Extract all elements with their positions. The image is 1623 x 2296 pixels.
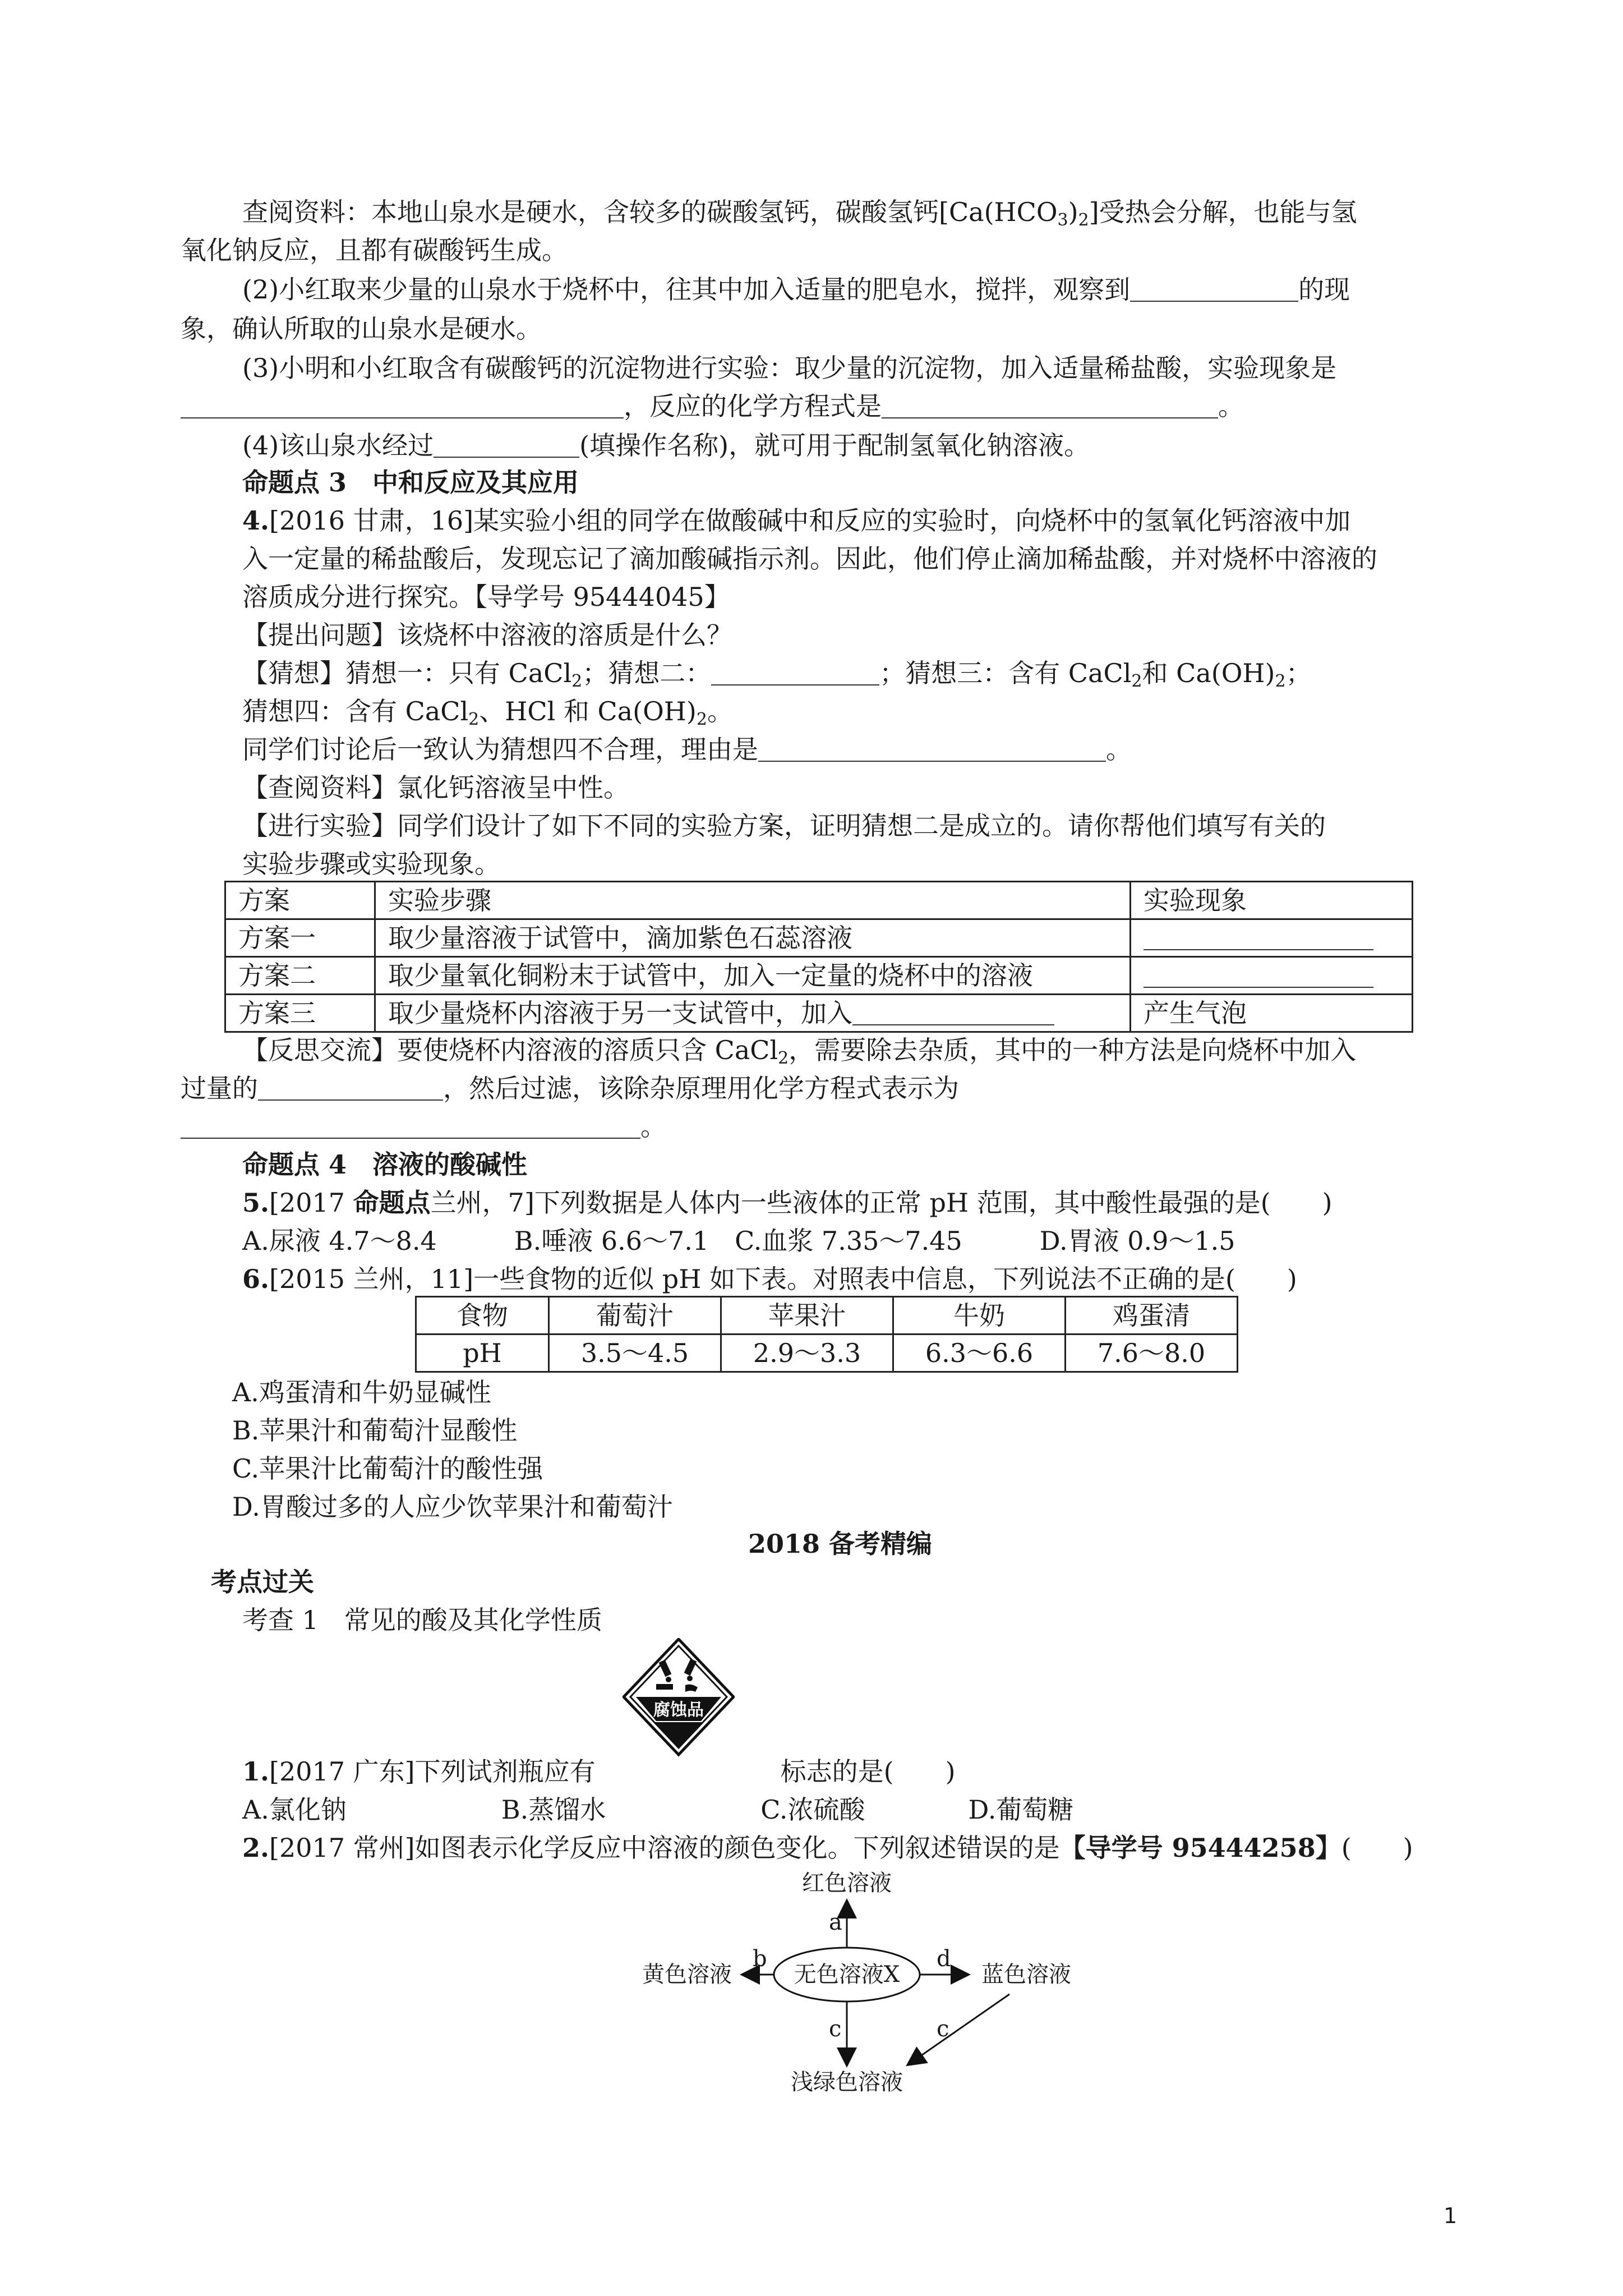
text-segment: 【反思交流】要使烧杯内溶液的溶质只含 CaCl	[242, 1035, 778, 1065]
subscript: 2	[1078, 210, 1089, 230]
question-number: 2.	[242, 1833, 270, 1863]
text-segment: [2017	[269, 1188, 353, 1218]
table-cell: 方案三	[225, 995, 375, 1032]
q4-line-2: 入一定量的稀盐酸后，发现忘记了滴加酸碱指示剂。因此，他们停止滴加稀盐酸，并对烧杯中溶液的	[242, 544, 1377, 574]
text-segment: (2)小红取来少量的山泉水于烧杯中，往其中加入适量的肥皂水，搅拌，观察到	[242, 274, 1131, 305]
arrow-label: b	[753, 1946, 767, 1972]
sign-label: 腐蚀品	[653, 1700, 704, 1720]
question-2-line-2: 象，确认所取的山泉水是硬水。	[181, 314, 542, 344]
q5-stem	[242, 1186, 1332, 1220]
question-number: 1.	[242, 1756, 270, 1787]
text-segment: [2015 兰州，11]一些食物的近似 pH 如下表。对照表中信息，下列说法不正确的是( )	[269, 1264, 1297, 1294]
subscript: 3	[1057, 210, 1068, 230]
text-segment: 。	[707, 696, 733, 726]
text-segment: ；	[1285, 658, 1312, 688]
table-header-cell: 实验现象	[1131, 882, 1413, 919]
q4-question: 【提出问题】该烧杯中溶液的溶质是什么？	[242, 620, 732, 650]
text-segment: 。	[1106, 734, 1132, 765]
table-cell: 牛奶	[893, 1297, 1066, 1335]
text-segment: [2016 甘肃，16]某实验小组的同学在做酸碱中和反应的实验时，向烧杯中的氢氧化钙溶液中加	[269, 505, 1351, 536]
section-title: 2018 备考精编	[748, 1529, 933, 1559]
q4-line-1	[242, 504, 1350, 537]
reference-info-line	[242, 195, 1357, 229]
text-segment: 命题点	[353, 1188, 431, 1218]
table-cell: 鸡蛋清	[1066, 1297, 1238, 1335]
topic-heading-4: 命题点 4 溶液的酸碱性	[242, 1149, 528, 1180]
answer-blank[interactable]	[852, 999, 1054, 1025]
text-segment: )	[1068, 197, 1078, 227]
table-row	[225, 957, 1413, 995]
subsection-title: 考点过关	[211, 1567, 314, 1597]
table-row	[225, 882, 1413, 919]
text-segment: ；猜想二：	[582, 658, 712, 688]
answer-blank[interactable]	[181, 392, 624, 418]
experiment-table	[224, 881, 1413, 1033]
table-cell: 7.6～8.0	[1066, 1335, 1238, 1372]
question-3-line: (3)小明和小红取含有碳酸钙的沉淀物进行实验：取少量的沉淀物，加入适量稀盐酸，实验现象是	[242, 353, 1337, 383]
question-3-line-2	[181, 389, 1244, 423]
question-number: 6.	[242, 1264, 270, 1294]
text-segment: 过量的	[181, 1073, 258, 1103]
q2-stem	[242, 1831, 1413, 1865]
text-segment: 查阅资料：本地山泉水是硬水，含较多的碳酸氢钙，碳酸氢钙[Ca(HCO	[242, 197, 1058, 227]
diagram-node-left: 黄色溶液	[642, 1962, 732, 1987]
q1-options: A.氯化钠 B.蒸馏水 C.浓硫酸 D.葡萄糖	[242, 1795, 1074, 1825]
table-cell: 2.9～3.3	[721, 1335, 893, 1372]
answer-blank[interactable]	[711, 659, 879, 685]
text-segment: (4)该山泉水经过	[242, 430, 434, 461]
text-segment: 标志的是( )	[780, 1756, 956, 1787]
text-segment: ]受热会分解，也能与氢	[1089, 197, 1357, 227]
table-row	[225, 919, 1413, 957]
reference-info-line-2: 氧化钠反应，且都有碳酸钙生成。	[181, 235, 568, 265]
text-segment: 兰州，7]下列数据是人体内一些液体的正常 pH 范围，其中酸性最强的是( )	[430, 1188, 1332, 1218]
table-header-cell: pH	[416, 1335, 549, 1372]
q4-line-3: 溶质成分进行探究。【导学号 95444045】	[242, 582, 730, 612]
ph-table	[415, 1296, 1238, 1373]
q4-reference: 【查阅资料】氯化钙溶液呈中性。	[242, 772, 629, 803]
text-segment: 【导学号 95444258】	[1059, 1833, 1341, 1863]
table-row	[416, 1335, 1238, 1372]
answer-blank[interactable]	[434, 431, 579, 458]
table-cell: 取少量氧化铜粉末于试管中，加入一定量的烧杯中的溶液	[375, 957, 1131, 995]
answer-blank[interactable]	[1144, 961, 1373, 988]
table-cell: 方案一	[225, 919, 375, 957]
table-cell: 产生气泡	[1131, 995, 1413, 1032]
q6-option-b: B.苹果汁和葡萄汁显酸性	[232, 1415, 518, 1446]
text-segment: 同学们讨论后一致认为猜想四不合理，理由是	[242, 734, 758, 765]
table-cell: 取少量溶液于试管中，滴加紫色石蕊溶液	[375, 919, 1131, 957]
diagram-node-top: 红色溶液	[802, 1870, 892, 1896]
answer-blank[interactable]	[1130, 275, 1298, 302]
text-segment: [2017 广东]下列试剂瓶应有	[269, 1756, 596, 1787]
table-header-cell: 方案	[225, 882, 375, 919]
topic-heading: 考查 1 常见的酸及其化学性质	[242, 1605, 602, 1635]
q4-reflection: 【反思交流】要使烧杯内溶液的溶质只含 CaCl$_2$，需要除去杂质，其中的一种方法是向烧杯中加入	[242, 1035, 1357, 1068]
text-segment: ，反应的化学方程式是	[624, 391, 882, 421]
color-change-diagram	[606, 1868, 1110, 2109]
table-row	[416, 1297, 1238, 1335]
answer-blank[interactable]	[758, 735, 1106, 762]
topic-heading-3: 命题点 3 中和反应及其应用	[242, 467, 579, 498]
q6-stem	[242, 1262, 1297, 1296]
q4-experiment-2: 实验步骤或实验现象。	[242, 849, 500, 879]
q4-reason	[242, 733, 1132, 766]
diagram-node-bottom: 浅绿色溶液	[791, 2069, 903, 2095]
q4-hypotheses: 【猜想】猜想一：只有 CaCl$_2$；猜想二： ；猜想三：含有 CaCl$_2$和 $Ca(OH)_2$；	[242, 658, 1312, 691]
question-4-line	[242, 429, 1090, 462]
arrow-label: a	[829, 1910, 842, 1935]
table-cell	[375, 995, 1131, 1032]
text-segment: 。	[640, 1111, 666, 1142]
answer-blank[interactable]	[882, 392, 1218, 418]
text-segment: 和 Ca(OH)	[1142, 658, 1275, 688]
text-segment: 取少量烧杯内溶液于另一支试管中，加入	[388, 998, 852, 1028]
table-cell	[1131, 957, 1413, 995]
q5-options: A.尿液 4.7～8.4 B.唾液 6.6～7.1 C.血浆 7.35～7.45 D.胃液 0.9～1.5	[242, 1226, 1235, 1256]
text-segment: 、HCl 和 Ca(OH)	[479, 696, 697, 726]
table-header-cell: 食物	[416, 1297, 549, 1335]
text-segment: ；猜想三：含有 CaCl	[879, 658, 1132, 688]
corrosive-sign-icon	[623, 1638, 735, 1761]
q4-experiment: 【进行实验】同学们设计了如下不同的实验方案，证明猜想二是成立的。请你帮他们填写有关的	[242, 811, 1326, 841]
answer-blank[interactable]	[181, 1112, 640, 1139]
text-segment: (填操作名称)，就可用于配制氢氧化钠溶液。	[579, 430, 1090, 461]
table-cell: 方案二	[225, 957, 375, 995]
table-row	[225, 995, 1413, 1032]
q4-reflection-2	[181, 1071, 959, 1105]
text-segment: 猜想四：含有 CaCl	[242, 696, 469, 726]
text-segment: 的现	[1298, 274, 1350, 305]
q6-option-d: D.胃酸过多的人应少饮苹果汁和葡萄汁	[232, 1492, 673, 1522]
q1-stem	[242, 1755, 956, 1788]
arrow-label: d	[937, 1946, 951, 1972]
table-cell: 6.3～6.6	[893, 1335, 1066, 1372]
text-segment: ( )	[1341, 1833, 1413, 1863]
question-number: 5.	[242, 1188, 270, 1218]
diagram-node-center: 无色溶液X	[794, 1962, 900, 1987]
table-cell: 苹果汁	[721, 1297, 893, 1335]
answer-blank[interactable]	[1144, 923, 1373, 950]
q6-option-a: A.鸡蛋清和牛奶显碱性	[232, 1377, 491, 1407]
table-cell: 3.5～4.5	[549, 1335, 721, 1372]
text-segment: 【猜想】猜想一：只有 CaCl	[242, 658, 572, 688]
arrow-label: c	[829, 2016, 842, 2042]
text-segment: 。	[1218, 391, 1244, 421]
table-header-cell: 实验步骤	[375, 882, 1131, 919]
question-number: 4.	[242, 505, 270, 536]
text-segment: [2017 常州]如图表示化学反应中溶液的颜色变化。下列叙述错误的是	[269, 1833, 1060, 1863]
diagram-node-right: 蓝色溶液	[981, 1962, 1071, 1987]
q6-option-c: C.苹果汁比葡萄汁的酸性强	[232, 1453, 543, 1484]
q4-reflection-3	[181, 1110, 666, 1143]
arrow-c-2	[909, 1994, 1009, 2064]
text-segment: ，需要除去杂质，其中的一种方法是向烧杯中加入	[789, 1035, 1357, 1065]
arrow-label: c	[937, 2016, 949, 2042]
table-cell	[1131, 919, 1413, 957]
page-number: 1	[1444, 2203, 1458, 2228]
answer-blank[interactable]	[258, 1074, 443, 1101]
question-2-line	[242, 273, 1350, 306]
q4-hypothesis-4: 猜想四：含有 CaCl$_2$、HCl 和 $Ca(OH)_2$。	[242, 696, 733, 729]
table-cell: 葡萄汁	[549, 1297, 721, 1335]
text-segment: ，然后过滤，该除杂原理用化学方程式表示为	[443, 1073, 959, 1103]
